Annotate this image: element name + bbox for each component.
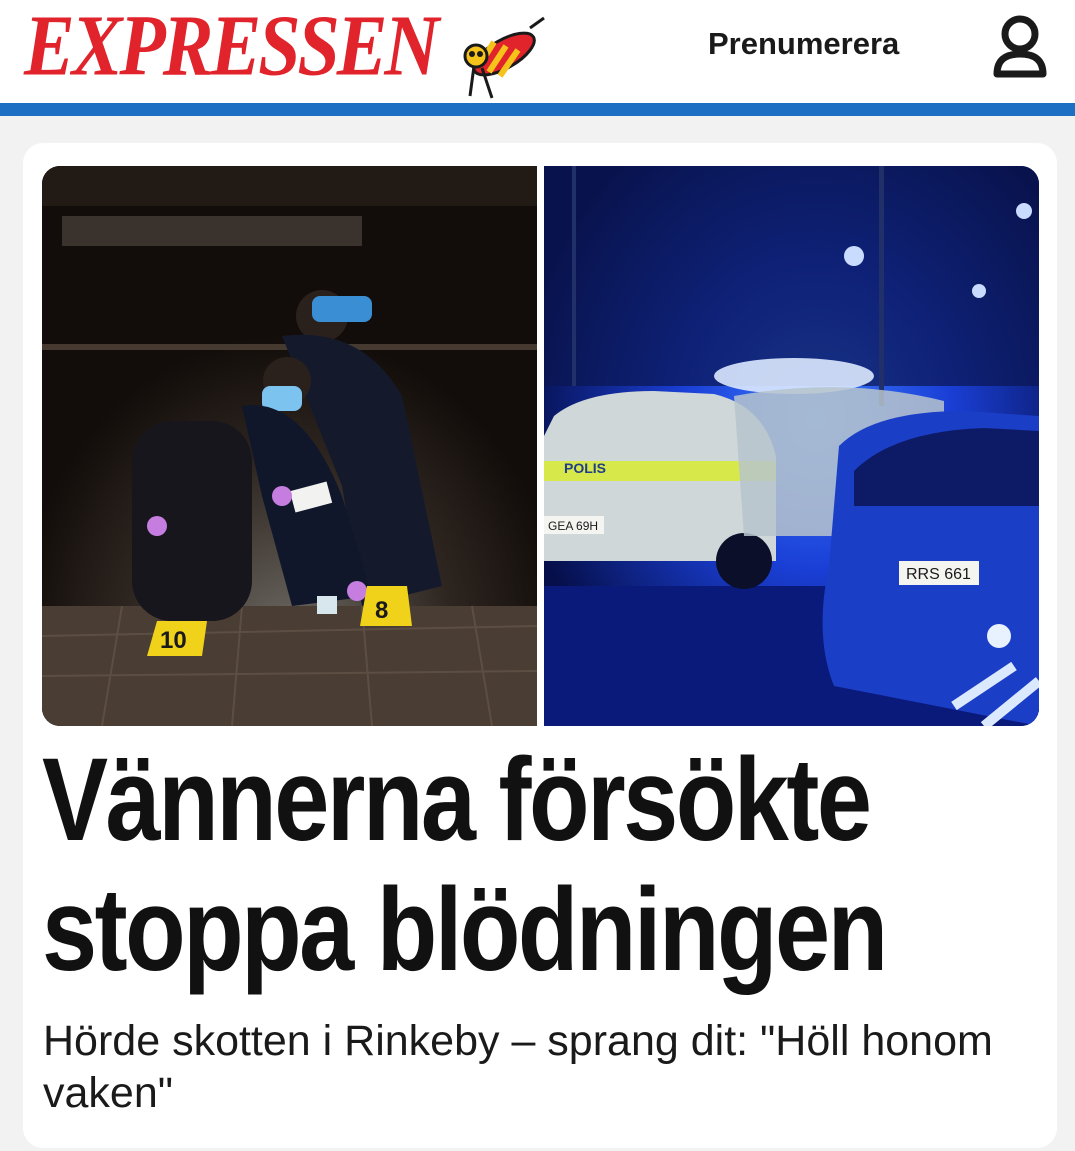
police-car-lettering: POLIS [564, 460, 607, 476]
license-plate-2: RRS 661 [906, 566, 971, 583]
article-teaser-card[interactable] [23, 143, 1057, 1148]
headline-line-1: Vännerna försökte [42, 734, 870, 866]
police-cars-photo[interactable] [544, 166, 1039, 726]
site-header [0, 0, 1075, 108]
license-plate-1: GEA 69H [548, 519, 599, 533]
subscribe-button[interactable]: Prenumerera [708, 26, 900, 61]
expressen-logo[interactable] [24, 2, 534, 102]
header-divider [0, 103, 1075, 116]
evidence-marker-8: 8 [375, 597, 389, 624]
article-headline[interactable] [42, 735, 890, 995]
wasp-mascot-icon [434, 14, 554, 104]
forensic-scene-illustration [42, 166, 537, 726]
logo-wordmark: EXPRESSEN [24, 0, 437, 94]
evidence-marker-10: 10 [160, 627, 187, 654]
headline-line-2: stoppa blödningen [42, 864, 886, 996]
police-scene-illustration [544, 166, 1039, 726]
article-lede[interactable]: Hörde skotten i Rinkeby – sprang dit: "Höll honom vaken" [43, 1017, 993, 1117]
user-icon[interactable] [990, 14, 1050, 80]
crime-scene-photo[interactable] [42, 166, 537, 726]
